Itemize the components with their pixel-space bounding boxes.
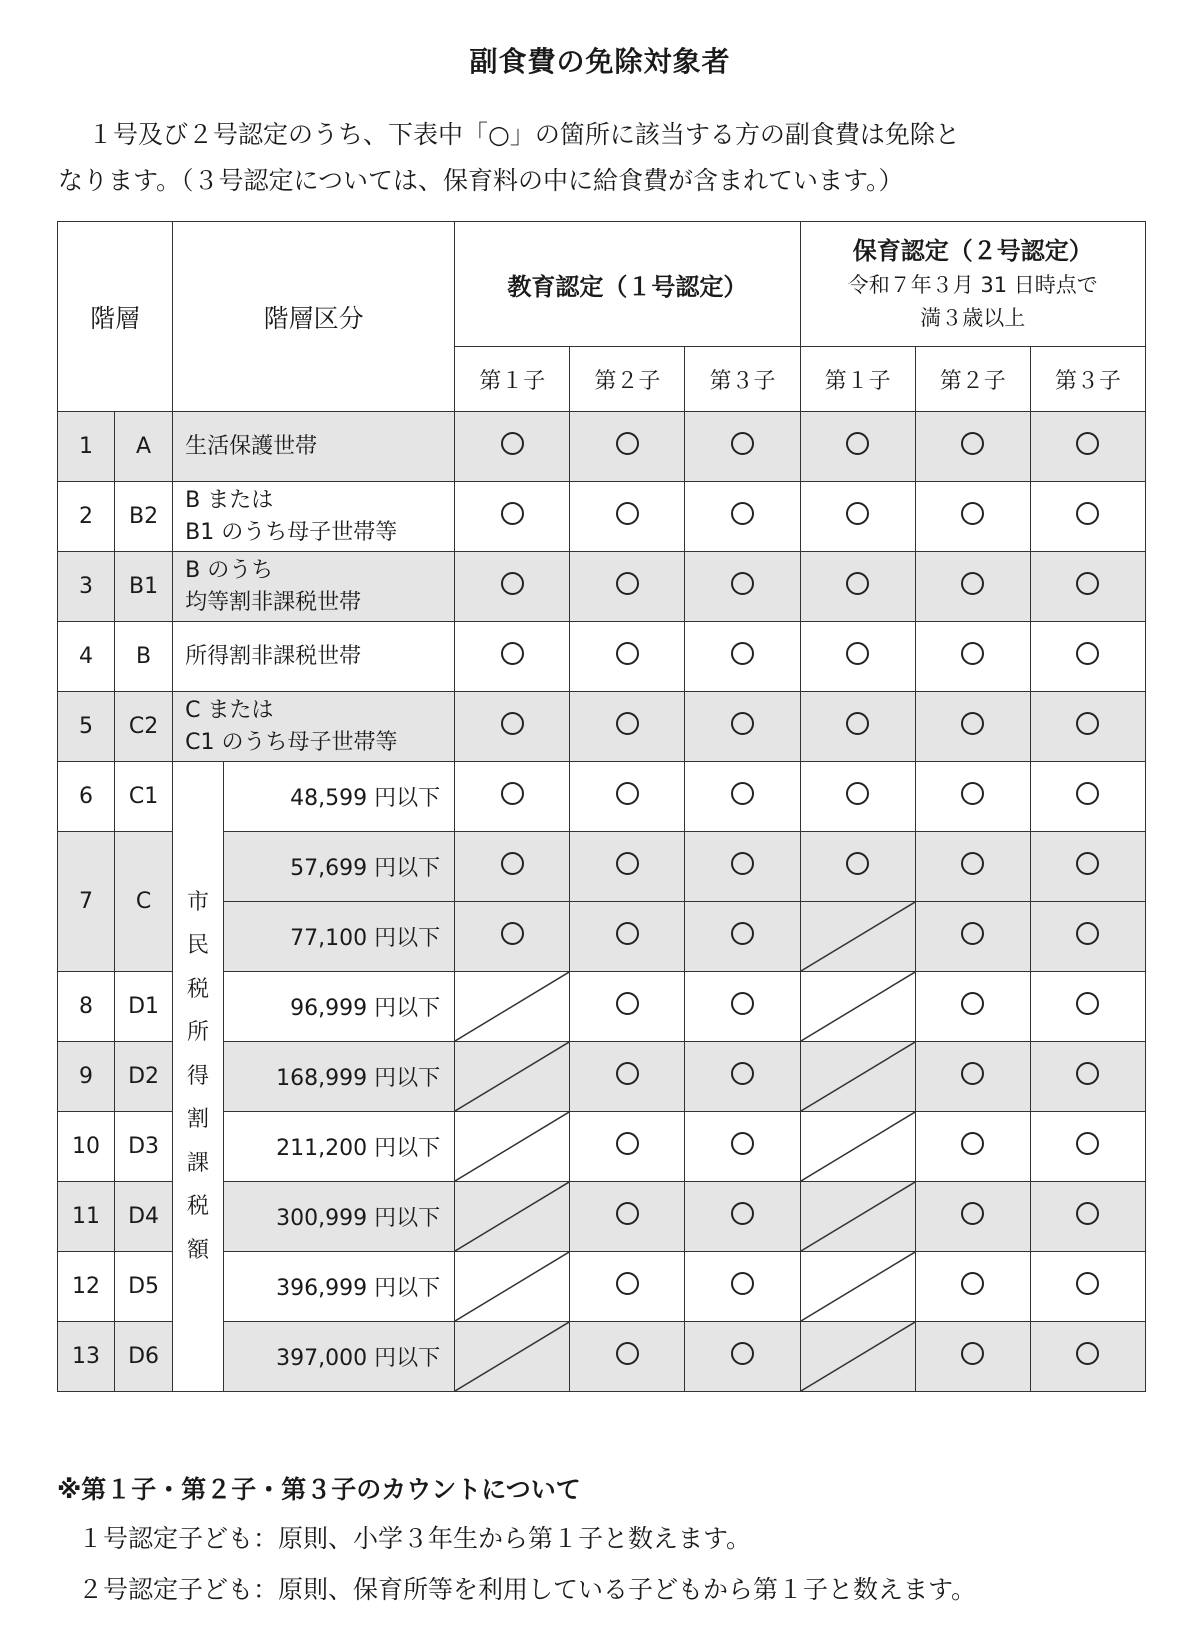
circle-icon [961, 1132, 984, 1155]
exempt-mark [570, 1182, 685, 1252]
exempt-mark [800, 832, 915, 902]
row-number: 12 [58, 1252, 115, 1322]
exempt-mark [570, 1112, 685, 1182]
exempt-mark [1030, 552, 1145, 622]
header-kaiso: 階層 [58, 222, 173, 412]
exempt-mark [455, 902, 570, 972]
exempt-mark [570, 1322, 685, 1392]
not-applicable-cell [455, 1252, 570, 1322]
circle-icon [501, 922, 524, 945]
circle-icon [731, 712, 754, 735]
table-row [58, 412, 1146, 482]
row-amount: 77,100 円以下 [223, 902, 454, 972]
tax-label-char: 得 [186, 1063, 209, 1089]
header-hoiku-sub1: 令和７年３月 31 日時点で [847, 273, 1098, 297]
exempt-mark [685, 1042, 800, 1112]
table-row [58, 762, 1146, 832]
circle-icon [501, 432, 524, 455]
circle-icon [1076, 432, 1099, 455]
row-amount: 300,999 円以下 [223, 1182, 454, 1252]
row-number: 5 [58, 692, 115, 762]
exempt-mark [800, 552, 915, 622]
exempt-mark [570, 622, 685, 692]
row-number: 6 [58, 762, 115, 832]
row-amount: 397,000 円以下 [223, 1322, 454, 1392]
circle-icon [846, 642, 869, 665]
diagonal-line-icon [455, 1252, 569, 1321]
header-hoiku-cell [800, 222, 1145, 347]
exempt-mark [570, 412, 685, 482]
exempt-mark [455, 692, 570, 762]
circle-icon [846, 432, 869, 455]
circle-icon [616, 712, 639, 735]
not-applicable-cell [800, 1182, 915, 1252]
circle-icon [846, 572, 869, 595]
exempt-mark [455, 832, 570, 902]
diagonal-line-icon [801, 902, 915, 971]
circle-icon [731, 1062, 754, 1085]
not-applicable-cell [800, 902, 915, 972]
exempt-mark [685, 412, 800, 482]
exempt-mark [570, 762, 685, 832]
circle-icon [846, 502, 869, 525]
circle-icon [961, 572, 984, 595]
header-hoiku: 保育認定（２号認定） [852, 237, 1093, 265]
exemption-table [57, 221, 1146, 1392]
kubun-line: 均等割非課税世帯 [185, 589, 362, 615]
circle-icon [1076, 992, 1099, 1015]
header-child-2: 第２子 [570, 347, 685, 412]
exempt-mark [1030, 972, 1145, 1042]
circle-icon [731, 852, 754, 875]
circle-icon [846, 782, 869, 805]
row-number: 13 [58, 1322, 115, 1392]
circle-icon [1076, 782, 1099, 805]
row-code: A [115, 412, 173, 482]
exempt-mark [915, 692, 1030, 762]
circle-icon [616, 1062, 639, 1085]
exempt-mark [915, 1182, 1030, 1252]
footnote-line-2: ２号認定子ども：原則、保育所等を利用している子どもから第１子と数えます。 [78, 1575, 977, 1604]
row-kubun [173, 552, 455, 622]
circle-icon [731, 922, 754, 945]
circle-icon [731, 992, 754, 1015]
tax-label-char: 市 [186, 889, 209, 915]
row-number: 3 [58, 552, 115, 622]
exempt-mark [570, 692, 685, 762]
exempt-mark [800, 762, 915, 832]
not-applicable-cell [800, 1042, 915, 1112]
row-code: D4 [115, 1182, 173, 1252]
circle-icon [1076, 1062, 1099, 1085]
exempt-mark [1030, 1112, 1145, 1182]
row-code: B2 [115, 482, 173, 552]
exempt-mark [685, 1252, 800, 1322]
header-hoiku-sub2: 満３歳以上 [920, 306, 1026, 330]
kubun-line: B1 のうち母子世帯等 [185, 519, 398, 545]
header-kubun: 階層区分 [173, 222, 455, 412]
kubun-line: 所得割非課税世帯 [185, 643, 362, 669]
row-number: 7 [58, 832, 115, 972]
exempt-mark [685, 972, 800, 1042]
kubun-line: B または [185, 487, 274, 513]
header-child-3: 第３子 [1030, 347, 1145, 412]
exempt-mark [685, 622, 800, 692]
row-code: D2 [115, 1042, 173, 1112]
circle-icon [1076, 1342, 1099, 1365]
exempt-mark [915, 622, 1030, 692]
row-kubun [173, 622, 455, 692]
intro-line-2: なります。（３号認定については、保育料の中に給食費が含まれています。） [58, 166, 904, 195]
circle-icon [616, 572, 639, 595]
row-code: C1 [115, 762, 173, 832]
diagonal-line-icon [801, 1042, 915, 1111]
exempt-mark [685, 1182, 800, 1252]
exempt-mark [570, 972, 685, 1042]
circle-icon [961, 1062, 984, 1085]
exempt-mark [915, 1322, 1030, 1392]
circle-icon [616, 1202, 639, 1225]
exempt-mark [1030, 482, 1145, 552]
not-applicable-cell [800, 1252, 915, 1322]
exempt-mark [1030, 412, 1145, 482]
circle-icon [731, 1202, 754, 1225]
exempt-mark [685, 692, 800, 762]
circle-icon [616, 642, 639, 665]
exempt-mark [1030, 622, 1145, 692]
diagonal-line-icon [801, 972, 915, 1041]
exempt-mark [800, 622, 915, 692]
exempt-mark [1030, 832, 1145, 902]
circle-icon [731, 1132, 754, 1155]
circle-icon [1076, 922, 1099, 945]
kubun-line: C1 のうち母子世帯等 [185, 729, 398, 755]
circle-icon [501, 782, 524, 805]
row-number: 11 [58, 1182, 115, 1252]
tax-label-char: 額 [186, 1237, 209, 1263]
exempt-mark [800, 482, 915, 552]
row-code: D1 [115, 972, 173, 1042]
circle-icon [616, 782, 639, 805]
circle-icon [961, 1342, 984, 1365]
circle-icon [616, 502, 639, 525]
circle-icon [1076, 712, 1099, 735]
circle-icon [616, 922, 639, 945]
row-code: D5 [115, 1252, 173, 1322]
row-amount: 57,699 円以下 [223, 832, 454, 902]
circle-icon [961, 992, 984, 1015]
circle-icon [961, 852, 984, 875]
not-applicable-cell [455, 1042, 570, 1112]
circle-icon [501, 712, 524, 735]
row-kubun [173, 692, 455, 762]
circle-icon [731, 432, 754, 455]
row-number: 9 [58, 1042, 115, 1112]
row-amount: 211,200 円以下 [223, 1112, 454, 1182]
circle-icon [1076, 572, 1099, 595]
exempt-mark [570, 902, 685, 972]
table-row [58, 692, 1146, 762]
circle-icon [1076, 502, 1099, 525]
row-amount: 96,999 円以下 [223, 972, 454, 1042]
exempt-mark [685, 902, 800, 972]
table-row [58, 482, 1146, 552]
tax-label-char: 所 [186, 1020, 209, 1046]
circle-icon [961, 922, 984, 945]
row-code: B [115, 622, 173, 692]
circle-icon [731, 642, 754, 665]
circle-icon [961, 642, 984, 665]
row-number: 10 [58, 1112, 115, 1182]
circle-icon [961, 502, 984, 525]
exempt-mark [685, 832, 800, 902]
exempt-mark [1030, 1252, 1145, 1322]
diagonal-line-icon [455, 1322, 569, 1391]
circle-icon [616, 1272, 639, 1295]
exempt-mark [915, 1252, 1030, 1322]
page-title: 副食費の免除対象者 [469, 45, 731, 78]
circle-icon [846, 712, 869, 735]
not-applicable-cell [800, 1112, 915, 1182]
circle-icon [846, 852, 869, 875]
exempt-mark [915, 762, 1030, 832]
circle-icon [616, 1342, 639, 1365]
exempt-mark [685, 1112, 800, 1182]
tax-label [173, 762, 224, 1392]
row-amount: 168,999 円以下 [223, 1042, 454, 1112]
circle-icon [501, 852, 524, 875]
header-child-1: 第１子 [800, 347, 915, 412]
exempt-mark [685, 1322, 800, 1392]
exempt-mark [1030, 1182, 1145, 1252]
not-applicable-cell [455, 1112, 570, 1182]
not-applicable-cell [800, 1322, 915, 1392]
exempt-mark [455, 412, 570, 482]
circle-icon [1076, 1272, 1099, 1295]
circle-icon [1076, 1202, 1099, 1225]
exempt-mark [685, 482, 800, 552]
table-row [58, 552, 1146, 622]
tax-label-char: 民 [186, 933, 209, 959]
circle-icon [731, 782, 754, 805]
not-applicable-cell [455, 1182, 570, 1252]
circle-icon [731, 502, 754, 525]
exempt-mark [455, 622, 570, 692]
exempt-mark [1030, 762, 1145, 832]
row-kubun [173, 482, 455, 552]
header-child-1: 第１子 [455, 347, 570, 412]
circle-icon [961, 712, 984, 735]
row-number: 4 [58, 622, 115, 692]
exempt-mark [915, 1042, 1030, 1112]
diagonal-line-icon [801, 1182, 915, 1251]
row-kubun [173, 412, 455, 482]
exempt-mark [570, 832, 685, 902]
diagonal-line-icon [455, 972, 569, 1041]
circle-icon [616, 1132, 639, 1155]
row-code: C [115, 832, 173, 972]
exempt-mark [685, 762, 800, 832]
diagonal-line-icon [801, 1252, 915, 1321]
exempt-mark [455, 482, 570, 552]
row-code: C2 [115, 692, 173, 762]
row-code: D6 [115, 1322, 173, 1392]
kubun-line: C または [185, 697, 274, 723]
exempt-mark [1030, 902, 1145, 972]
row-code: B1 [115, 552, 173, 622]
diagonal-line-icon [455, 1042, 569, 1111]
row-number: 2 [58, 482, 115, 552]
circle-icon [616, 432, 639, 455]
exempt-mark [915, 902, 1030, 972]
circle-icon [501, 572, 524, 595]
circle-icon [616, 852, 639, 875]
diagonal-line-icon [455, 1182, 569, 1251]
exempt-mark [1030, 1322, 1145, 1392]
tax-label-char: 課 [186, 1150, 209, 1176]
exempt-mark [455, 762, 570, 832]
kubun-line: B のうち [185, 557, 274, 583]
header-child-2: 第２子 [915, 347, 1030, 412]
row-number: 1 [58, 412, 115, 482]
circle-icon [501, 502, 524, 525]
circle-icon [1076, 642, 1099, 665]
exempt-mark [1030, 1042, 1145, 1112]
exempt-mark [915, 1112, 1030, 1182]
table-row [58, 622, 1146, 692]
circle-icon [731, 1342, 754, 1365]
exempt-mark [455, 552, 570, 622]
exempt-mark [915, 832, 1030, 902]
not-applicable-cell [455, 1322, 570, 1392]
not-applicable-cell [455, 972, 570, 1042]
diagonal-line-icon [801, 1112, 915, 1181]
row-number: 8 [58, 972, 115, 1042]
exempt-mark [800, 412, 915, 482]
footnote-heading: ※第１子・第２子・第３子のカウントについて [57, 1475, 581, 1504]
kubun-line: 生活保護世帯 [185, 433, 318, 459]
tax-label-char: 税 [186, 1194, 209, 1220]
header-kyoiku: 教育認定（１号認定） [455, 222, 800, 347]
intro-line-1: １号及び２号認定のうち、下表中「○」の箇所に該当する方の副食費は免除と [88, 120, 960, 149]
circle-icon [616, 992, 639, 1015]
circle-icon [1076, 1132, 1099, 1155]
exempt-mark [570, 1252, 685, 1322]
row-amount: 396,999 円以下 [223, 1252, 454, 1322]
exempt-mark [570, 482, 685, 552]
header-child-3: 第３子 [685, 347, 800, 412]
exempt-mark [915, 412, 1030, 482]
exempt-mark [570, 1042, 685, 1112]
circle-icon [501, 642, 524, 665]
exempt-mark [915, 482, 1030, 552]
circle-icon [1076, 852, 1099, 875]
circle-icon [731, 1272, 754, 1295]
diagonal-line-icon [801, 1322, 915, 1391]
circle-icon [961, 1202, 984, 1225]
circle-icon [961, 1272, 984, 1295]
diagonal-line-icon [455, 1112, 569, 1181]
exempt-mark [915, 552, 1030, 622]
exempt-mark [685, 552, 800, 622]
not-applicable-cell [800, 972, 915, 1042]
row-amount: 48,599 円以下 [223, 762, 454, 832]
circle-icon [961, 432, 984, 455]
exempt-mark [915, 972, 1030, 1042]
exempt-mark [570, 552, 685, 622]
circle-icon [731, 572, 754, 595]
circle-icon [961, 782, 984, 805]
exempt-mark [1030, 692, 1145, 762]
exempt-mark [800, 692, 915, 762]
row-code: D3 [115, 1112, 173, 1182]
tax-label-char: 割 [186, 1107, 209, 1133]
tax-label-char: 税 [186, 976, 209, 1002]
footnote-line-1: １号認定子ども：原則、小学３年生から第１子と数えます。 [78, 1524, 752, 1553]
